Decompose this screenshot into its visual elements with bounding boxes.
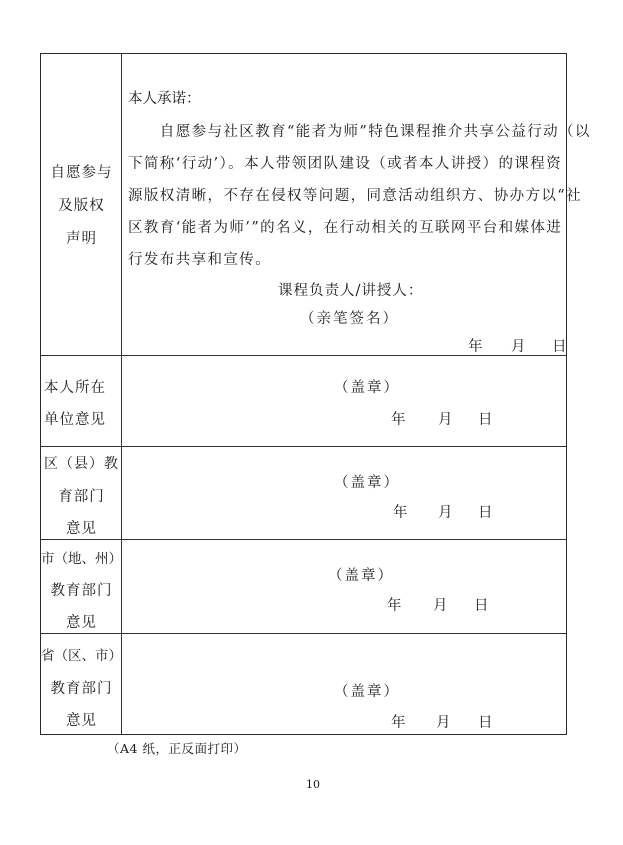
date-year: 年 — [387, 598, 402, 614]
seal-note: （盖章） — [334, 684, 400, 700]
paragraph-line: 自愿参与社区教育“能者为师”特色课程推介共享公益行动（以 — [128, 124, 591, 140]
seal-note: （盖章） — [334, 380, 400, 396]
label-line: 声明 — [66, 231, 97, 247]
district-opinion-content — [122, 447, 566, 539]
label-line: 区（县）教 — [44, 456, 119, 472]
label-line: 省（区、市） — [41, 648, 122, 664]
date-month: 月 — [438, 412, 453, 428]
seal-note: （盖章） — [334, 475, 400, 491]
date-year: 年 — [391, 715, 406, 731]
seal-note: （盖章） — [328, 568, 394, 584]
date-year: 年 — [393, 505, 408, 521]
paragraph-line: 区教育‘能者为师’”的名义，在行动相关的互联网平台和媒体进 — [128, 220, 563, 236]
row-district-opinion — [41, 447, 566, 540]
date-month: 月 — [511, 339, 526, 355]
label-line: 本人所在 — [44, 380, 106, 396]
print-instruction-footnote: （A4 纸，正反面打印） — [107, 741, 247, 756]
commitment-heading: 本人承诺： — [128, 91, 201, 107]
date-day: 日 — [478, 412, 493, 428]
unit-opinion-content — [122, 356, 566, 446]
province-opinion-content — [122, 634, 566, 734]
date-day: 日 — [474, 598, 489, 614]
label-line: 自愿参与 — [50, 165, 113, 181]
date-day: 日 — [552, 339, 567, 355]
row-copyright-declaration — [41, 54, 591, 356]
row-unit-opinion — [41, 356, 566, 447]
declaration-content — [122, 54, 591, 355]
label-cell — [41, 356, 122, 446]
label-line: 育部门 — [58, 489, 105, 505]
signer-label: 课程负责人/讲授人： — [278, 283, 424, 299]
paragraph-line: 源版权清晰，不存在侵权等问题，同意活动组织方、协办方以“社 — [128, 188, 583, 204]
label-line: 教育部门 — [50, 681, 113, 697]
label-line: 教育部门 — [50, 583, 113, 599]
label-cell — [41, 540, 122, 633]
signature-note: （亲笔签名） — [300, 311, 399, 327]
label-line: 意见 — [66, 615, 97, 631]
date-year: 年 — [468, 339, 483, 355]
date-month: 月 — [436, 715, 451, 731]
label-cell — [41, 54, 122, 355]
row-province-opinion — [41, 634, 566, 734]
label-cell — [41, 447, 122, 539]
label-line: 意见 — [66, 521, 97, 537]
label-line: 意见 — [66, 713, 97, 729]
paragraph-line: 行发布共享和宣传。 — [128, 252, 272, 268]
date-day: 日 — [478, 715, 493, 731]
label-line: 市（地、州） — [41, 551, 122, 567]
date-month: 月 — [438, 505, 453, 521]
paragraph-line: 下简称‘行动’）。本人带领团队建设（或者本人讲授）的课程资 — [128, 156, 563, 172]
label-line: 单位意见 — [44, 412, 106, 428]
label-cell — [41, 634, 122, 734]
declaration-form-table — [40, 53, 591, 735]
date-year: 年 — [391, 412, 406, 428]
page-number: 10 — [306, 778, 320, 791]
row-city-opinion — [41, 540, 566, 634]
date-day: 日 — [478, 505, 493, 521]
date-month: 月 — [433, 598, 448, 614]
label-line: 及版权 — [58, 198, 105, 214]
city-opinion-content — [122, 540, 566, 633]
